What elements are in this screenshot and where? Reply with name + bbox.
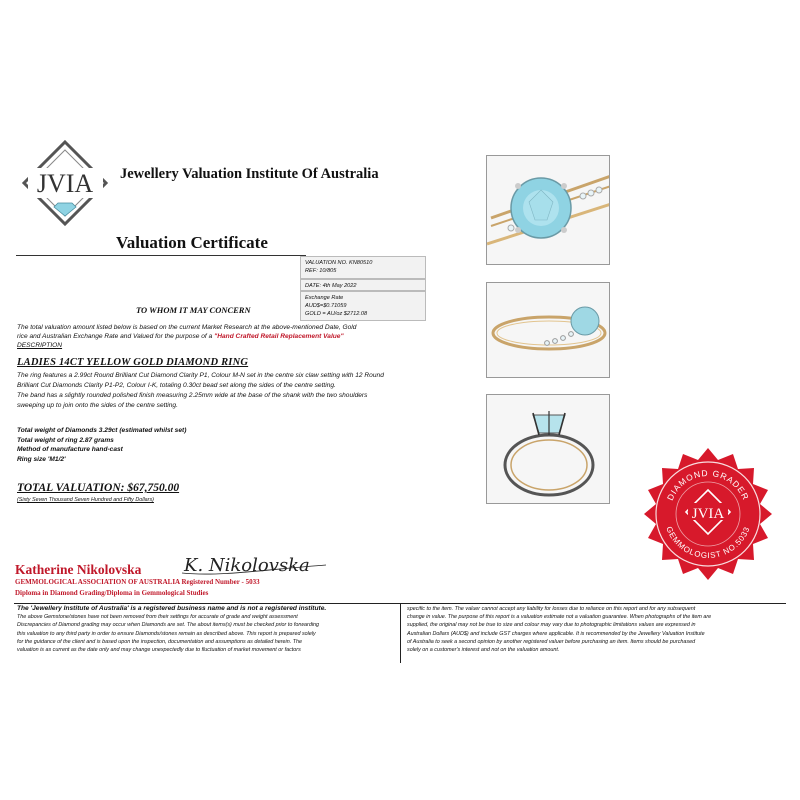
diamond-icon xyxy=(54,203,76,216)
fine-print-line: supplied, the original may not be true to size and colour may vary due to photographic limitations values are expressed in xyxy=(407,622,696,629)
fine-print-line: of Australia to seek a second opinion by another registered valuer before purchasing an item. Items should be purchased xyxy=(407,638,696,645)
seal-bottom-text: GEMMOLOGIST NO.5033 xyxy=(664,525,752,561)
association-line: GEMMOLOGICAL ASSOCIATION OF AUSTRALIA Registered Number - 5033 xyxy=(15,578,260,586)
fine-print-lead: The 'Jewellery Institute of Australia' is a registered business name and is not a registered institute. xyxy=(17,605,327,612)
svg-text:K. Nikolovska: K. Nikolovska xyxy=(184,555,310,576)
institute-name: Jewellery Valuation Institute Of Australia xyxy=(120,166,379,182)
valuer-name: Katherine Nikolovska xyxy=(15,562,142,577)
logo-text: JVIA xyxy=(36,169,94,198)
fine-print-line: Discrepancies of Diamond grading may occur when Diamonds are set. The about items(s) must be checked prior to forwarding xyxy=(17,622,320,629)
intro-line-1: The total valuation amount listed below is based on the current Market Research at the above-mentioned Date, Gold xyxy=(17,324,357,331)
ring-photo-side xyxy=(486,282,610,378)
fine-print-line: Australian Dollars (AUD$) and include GST charges where applicable. It is recommended by the Jewellery Valuation Institute xyxy=(407,630,705,637)
fine-print-right xyxy=(407,605,787,654)
fine-print-line: this valuation to any third party in order to ensure Diamonds/stones remain as described above. This report is prepared solely xyxy=(17,630,316,637)
concern-heading: TO WHOM IT MAY CONCERN xyxy=(136,305,251,315)
fine-print-line: specific to the item. The valuer cannot accept any liability for losses due to reliance on this report and for any subsequent xyxy=(407,606,696,612)
date-box xyxy=(300,279,426,291)
valuation-date: DATE: 4th May 2022 xyxy=(305,283,357,289)
intro-line-2: rice and Australian Exchange Rate and Valued for the purpose of a xyxy=(17,333,213,341)
item-description xyxy=(17,371,397,411)
description-label: DESCRIPTION xyxy=(17,342,63,350)
fine-print-line: change in value. The purpose of this report is a valuation estimate not a valuation guarantee. When photographs of the item are xyxy=(407,614,712,621)
title-divider xyxy=(16,255,306,256)
valuation-purpose: "Hand Crafted Retail Replacement Value" xyxy=(214,333,344,341)
description-paragraph-1: The ring features a 2.99ct Round Brilliant Cut Diamond Clarity P1, Colour M-N set in the centre six claw setting with 12 Round Brilliant Cut Diamonds Clarity P1-P2, Colour I-K, totaling 0.30ct bead set along the sides of the centre setting. xyxy=(17,372,384,389)
exchange-box xyxy=(300,291,426,321)
exchange-label: Exchange Rate xyxy=(305,295,344,301)
spec-ring-weight: Total weight of ring 2.87 grams xyxy=(17,436,114,444)
fine-print-line: for the guidance of the client and is based upon the inspection, documentation and assumptions as detailed herein. The xyxy=(17,638,302,645)
intro-text xyxy=(17,323,392,351)
valuation-number: VALUATION NO. KN80510 xyxy=(305,260,373,266)
item-specs xyxy=(17,426,186,464)
aud-rate: AUD$=$0.71059 xyxy=(305,303,347,309)
description-paragraph-2: The band has a slightly rounded polished finish measuring 2.25mm wide at the base of the shank with the two shoulders sweeping up to join onto the sides of the centre setting. xyxy=(17,392,368,409)
valuation-meta-box xyxy=(300,256,426,279)
fine-print-line: The above Gemstone/stones have not been removed from their settings for accurate of grade and weight assessment xyxy=(17,614,298,621)
fine-print-column-divider xyxy=(400,603,401,663)
spec-diamond-weight: Total weight of Diamonds 3.29ct (estimated whilst set) xyxy=(17,427,187,434)
item-heading: LADIES 14CT YELLOW GOLD DIAMOND RING xyxy=(17,357,249,368)
fine-print-left xyxy=(17,605,397,654)
ring-photo-top xyxy=(486,155,610,265)
spec-manufacture: Method of manufacture hand-cast xyxy=(17,446,123,454)
fine-print-line: valuation is as current as the date only and may change unexpectedly due to fluctuation of market movement or factors xyxy=(17,647,301,654)
certificate-title: Valuation Certificate xyxy=(116,233,268,252)
ring-photo-front xyxy=(486,394,610,504)
total-valuation: TOTAL VALUATION: $67,750.00 xyxy=(17,482,180,494)
spec-ring-size: Ring size 'M1/2' xyxy=(17,455,66,463)
fine-print-line: solely on a customer's interest and not on the valuation amount. xyxy=(407,647,560,654)
valuation-words: (Sixty Seven Thousand Seven Hundred and Fifty Dollars) xyxy=(17,497,154,503)
diploma-line: Diploma in Diamond Grading/Diploma in Gemmological Studies xyxy=(15,589,209,597)
reference: REF: 10/805 xyxy=(305,268,337,274)
gold-rate: GOLD = AU/oz $2712.08 xyxy=(305,311,368,317)
seal-logo-text: JVIA xyxy=(691,506,725,522)
jvia-logo xyxy=(18,138,113,233)
diamond-grader-seal xyxy=(640,446,776,582)
seal-top-text: DIAMOND GRADER xyxy=(664,467,752,502)
